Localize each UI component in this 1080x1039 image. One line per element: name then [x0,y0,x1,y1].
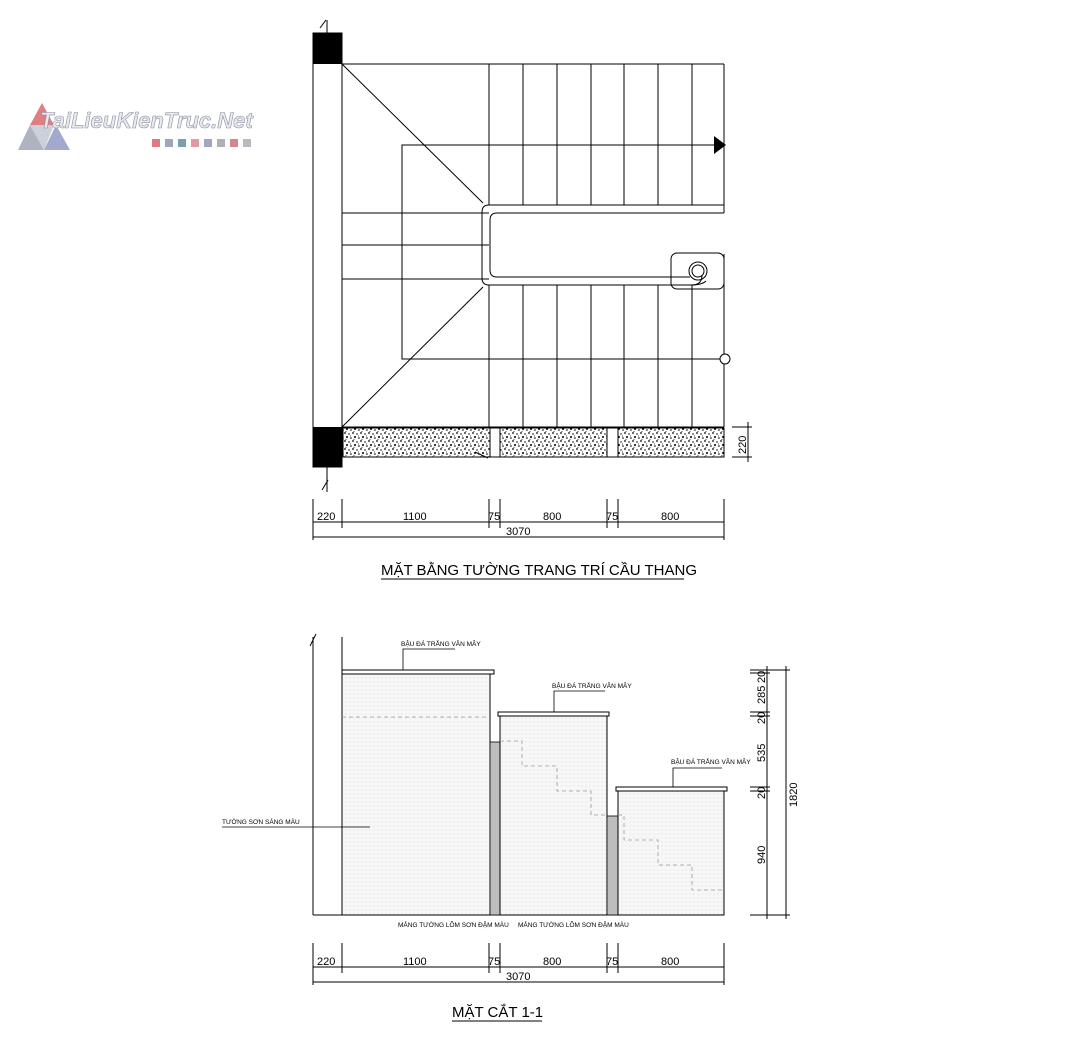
section-cap-2 [498,712,609,716]
plan-dim-1: 220 [317,511,336,523]
section-panel-1 [342,673,490,915]
plan-dim-2: 1100 [403,511,427,523]
section-dimension-chain [313,943,724,985]
handrail [482,205,724,289]
vdim-6: 940 [756,845,768,864]
vdim-5: 20 [756,786,768,799]
plan-wall-strip-3 [618,428,724,457]
section-dim-5: 75 [606,956,619,968]
section-vertical-dims [750,666,800,919]
walk-line-start-icon [720,354,730,364]
label-cap-2: BẬU ĐÁ TRẮNG VÂN MÂY [552,683,632,690]
label-groove-1: MẢNG TƯỜNG LÕM SƠN ĐẬM MÀU [398,922,509,929]
section-dim-2: 1100 [403,956,427,968]
section-dim-3: 75 [488,956,501,968]
upper-flight-treads [489,64,692,205]
section-cap-1 [342,670,494,674]
plan-wall-strip-2 [500,428,607,457]
plan-dim-6: 800 [661,511,680,523]
vdim-2: 285 [756,685,768,704]
label-cap-1: BẬU ĐÁ TRẮNG VÂN MÂY [401,641,481,648]
plan-side-dim: 220 [737,435,749,454]
vdim-total: 1820 [788,782,800,807]
lower-flight-treads [489,285,692,427]
plan-dim-4: 800 [543,511,562,523]
plan-dim-3: 75 [488,511,501,523]
logo-text: TaiLieuKienTruc.Net [40,108,253,133]
section-title: MẶT CẮT 1-1 [452,1004,544,1021]
walk-line [402,145,724,359]
plan-dim-5: 75 [606,511,619,523]
plan-wall-strip-1 [343,428,490,457]
label-cap-3: BẬU ĐÁ TRẮNG VÂN MÂY [671,759,751,766]
section-view [222,634,800,1021]
plan-wall [313,33,342,467]
section-dim-1: 220 [317,956,336,968]
watermark-logo [18,103,254,150]
vdim-3: 20 [756,711,768,724]
section-groove-1 [490,742,500,915]
plan-title: MẶT BẰNG TƯỜNG TRANG TRÍ CẦU THANG [381,562,697,579]
plan-dimension-chain [313,499,724,540]
plan-column-top [313,33,342,64]
label-wall: TƯỜNG SƠN SÁNG MÀU [222,819,300,826]
plan-view [313,20,752,579]
vdim-4: 535 [756,743,768,762]
section-dim-6: 800 [661,956,680,968]
section-dim-4: 800 [543,956,562,968]
section-cap-3 [616,787,727,791]
section-panel-3 [618,790,724,915]
plan-column-bottom [313,427,342,467]
label-groove-2: MẢNG TƯỜNG LÕM SƠN ĐẬM MÀU [518,922,629,929]
vdim-1: 20 [756,670,768,683]
section-groove-2 [607,816,618,915]
section-dim-total: 3070 [506,971,531,983]
plan-dim-total: 3070 [506,526,531,538]
